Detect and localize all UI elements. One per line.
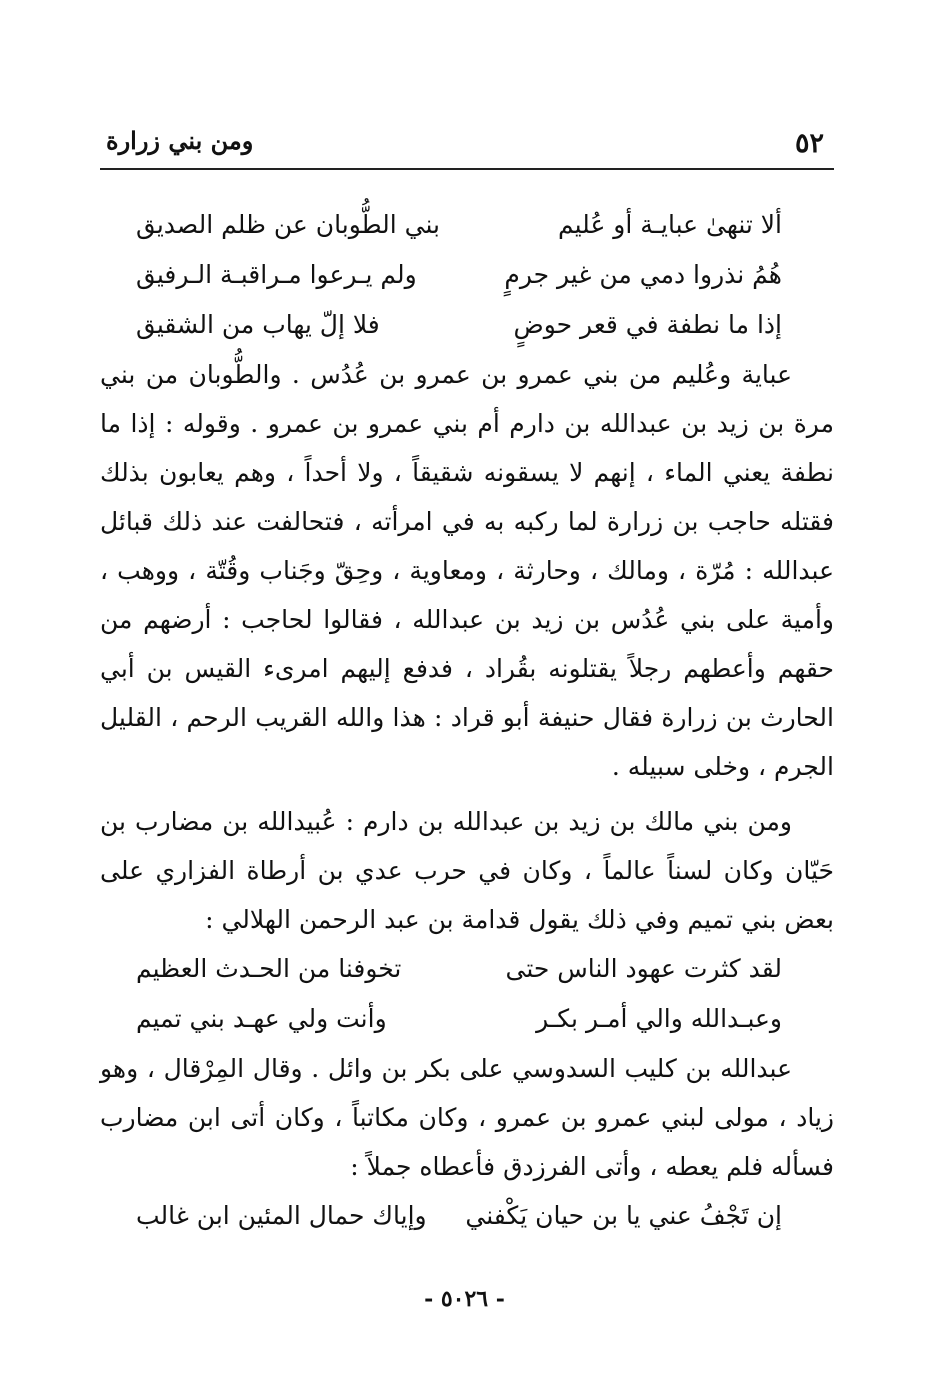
verse-line	[100, 944, 834, 994]
verse-second-hemistich: ولم يـرعوا مـراقبـة الـرفيق	[136, 260, 417, 289]
running-title: ومن بني زرارة	[106, 126, 254, 155]
verse-first-hemistich: وعبـدالله والي أمـر بكـر	[536, 1004, 782, 1033]
verse-second-hemistich: تخوفنا من الحـدث العظيم	[136, 954, 402, 983]
body-text	[100, 200, 834, 1241]
paragraph-bani-malik: ومن بني مالك بن زيد بن عبدالله بن دارم : عُبيدالله بن مضارب بن حَيّان وكان لسناً عالماً ، وكان في حرب عدي بن أرطاة الفزاري على بعض بني تميم وفي ذلك يقول قدامة بن عبد الرحمن الهلالي :	[100, 807, 834, 934]
verse-first-hemistich: هُمُ نذروا دمي من غير جرمٍ	[504, 260, 782, 289]
verse-line	[100, 200, 834, 250]
paragraph-commentary: عباية وعُليم من بني عمرو بن عمرو بن عُدُس . والطُّوبان من بني مرة بن زيد بن عبدالله بن دارم أم بني عمرو بن عمرو . وقوله : إذا ما نطفة يعني الماء ، إنهم لا يسقونه شقيقاً ، ولا أحداً ، وهم يعابون بذلك فقتله حاجب بن زرارة لما ركبه به في امرأته ، فتحالفت عند ذلك قبائل عبدالله : مُرّة ، ومالك ، وحارثة ، ومعاوية ، وحِقّ وجَناب وقُتّة ، ووهب ، وأمية على بني عُدُس بن زيد بن عبدالله ، فقالوا لحاجب : أرضهم من حقهم وأعطهم رجلاً يقتلونه بقُراد ، فدفع إليهم امرىء القيس بن أبي الحارث بن زرارة فقال حنيفة أبو قراد : هذا والله القريب الرحم ، القليل الجرم ، وخلى سبيله .	[100, 360, 835, 781]
verse-second-hemistich: بني الطُّوبان عن ظلم الصديق	[136, 210, 440, 239]
verse-second-hemistich: وإياك حمال المئين ابن غالب	[136, 1201, 427, 1230]
verse-line	[100, 994, 834, 1044]
poem-1	[100, 200, 834, 350]
poem-2	[100, 944, 834, 1044]
page-number: ٥٢	[794, 128, 824, 159]
poem-3	[100, 1191, 834, 1241]
verse-second-hemistich: وأنت ولي عهـد بني تميم	[136, 1004, 387, 1033]
page-header	[100, 122, 834, 166]
verse-line	[100, 250, 834, 300]
verse-first-hemistich: إن تَجْفُ عني يا بن حيان يَكْفني	[465, 1201, 782, 1230]
verse-first-hemistich: إذا ما نطفة في قعر حوضٍ	[513, 310, 782, 339]
verse-line	[100, 1191, 834, 1241]
verse-line	[100, 300, 834, 350]
verse-second-hemistich: فلا إلّ يهاب من الشقيق	[136, 310, 380, 339]
verse-first-hemistich: لقد كثرت عهود الناس حتى	[505, 954, 782, 983]
paragraph-al-mirqal: عبدالله بن كليب السدوسي على بكر بن وائل . وقال المِرْقال ، وهو زياد ، مولى لبني عمرو بن عمرو ، وكان مكاتباً ، وكان أتى ابن مضارب فسأله فلم يعطه ، وأتى الفرزدق فأعطاه جملاً :	[100, 1054, 834, 1181]
header-rule	[100, 168, 834, 170]
page-folio: - ٥٠٢٦ -	[424, 1286, 505, 1312]
verse-first-hemistich: ألا تنهىٰ عبايـة أو عُليم	[557, 210, 782, 239]
